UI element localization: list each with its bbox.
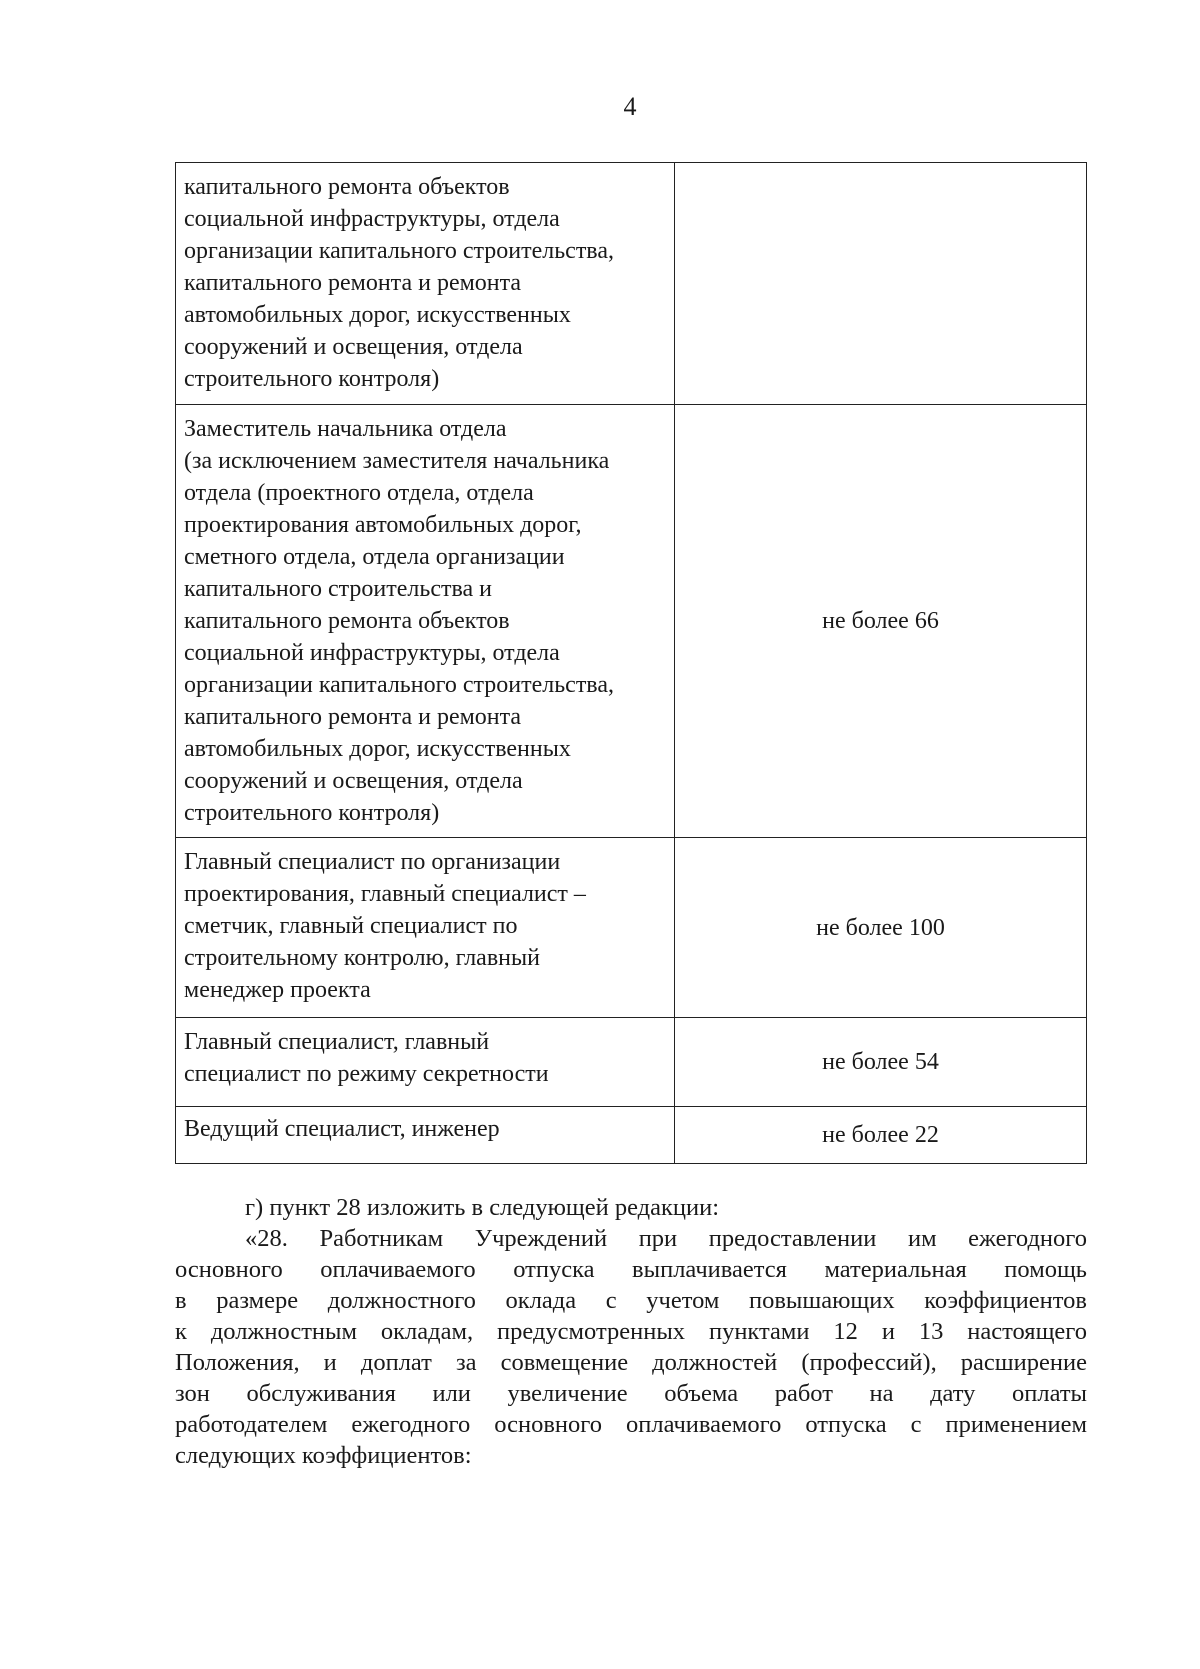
paragraph-line: следующих коэффициентов: (175, 1442, 472, 1469)
position-name-line: Ведущий специалист, инженер (184, 1116, 500, 1142)
position-name-line: сооружений и освещения, отдела (184, 768, 523, 794)
paragraph-line: к должностным окладам, предусмотренных пунктами 12 и 13 настоящего (175, 1318, 1087, 1345)
position-name-line: капитального строительства и (184, 576, 492, 602)
paragraph-line: работодателем ежегодного основного оплачиваемого отпуска с применением (175, 1411, 1087, 1438)
position-name-line: автомобильных дорог, искусственных (184, 302, 571, 328)
paragraph-line: Положения, и доплат за совмещение должностей (профессий), расширение (175, 1349, 1087, 1376)
position-name-line: строительного контроля) (184, 800, 440, 826)
limit-value-cell: не более 54 (675, 1018, 1087, 1107)
table-row (176, 838, 1087, 1018)
position-name-line: Заместитель начальника отдела (184, 416, 507, 442)
position-name-line: строительному контролю, главный (184, 945, 540, 971)
position-name-line: автомобильных дорог, искусственных (184, 736, 571, 762)
position-name-line: капитального ремонта объектов (184, 608, 510, 634)
paragraph-point-28-intro: г) пункт 28 изложить в следующей редакции: (245, 1194, 720, 1221)
position-name-line: (за исключением заместителя начальника (184, 448, 610, 474)
position-name-line: сметчик, главный специалист по (184, 913, 518, 939)
position-name-line: социальной инфраструктуры, отдела (184, 640, 560, 666)
paragraph-line: в размере должностного оклада с учетом повышающих коэффициентов (175, 1287, 1087, 1314)
position-name-line: проектирования автомобильных дорог, (184, 512, 582, 538)
limit-value-cell: не более 100 (675, 838, 1087, 1018)
position-name-line: проектирования, главный специалист – (184, 881, 586, 907)
position-name-line: специалист по режиму секретности (184, 1061, 549, 1087)
position-name-cell (176, 1107, 675, 1164)
limit-value-cell: не более 22 (675, 1107, 1087, 1164)
position-name-cell (176, 163, 675, 405)
position-name-line: капитального ремонта объектов (184, 174, 510, 200)
position-name-line: Главный специалист, главный (184, 1029, 490, 1055)
position-name-line: капитального ремонта и ремонта (184, 704, 522, 730)
position-name-line: организации капитального строительства, (184, 672, 614, 698)
limit-value-cell: не более 66 (675, 405, 1087, 838)
limit-value-cell (675, 163, 1087, 405)
table-row (176, 1018, 1087, 1107)
body-text (175, 1192, 1087, 1471)
position-name-cell (176, 1018, 675, 1107)
position-name-line: сооружений и освещения, отдела (184, 334, 523, 360)
paragraph-line: основного оплачиваемого отпуска выплачивается материальная помощь (175, 1256, 1087, 1283)
table-row (176, 405, 1087, 838)
position-name-line: отдела (проектного отдела, отдела (184, 480, 534, 506)
position-name-line: менеджер проекта (184, 977, 371, 1003)
position-name-cell (176, 405, 675, 838)
paragraph-line: зон обслуживания или увеличение объема работ на дату оплаты (175, 1380, 1087, 1407)
position-name-line: Главный специалист по организации (184, 849, 561, 875)
position-name-line: капитального ремонта и ремонта (184, 270, 522, 296)
position-name-line: организации капитального строительства, (184, 238, 614, 264)
table-row (176, 1107, 1087, 1164)
position-name-line: строительного контроля) (184, 366, 440, 392)
paragraph-point-28 (175, 1223, 1087, 1471)
position-name-line: сметного отдела, отдела организации (184, 544, 565, 570)
page-number: 4 (623, 92, 637, 121)
position-name-cell (176, 838, 675, 1018)
paragraph-line: «28. Работникам Учреждений при предоставлении им ежегодного (245, 1225, 1087, 1252)
positions-table (175, 162, 1087, 1164)
position-name-line: социальной инфраструктуры, отдела (184, 206, 560, 232)
table-row (176, 163, 1087, 405)
